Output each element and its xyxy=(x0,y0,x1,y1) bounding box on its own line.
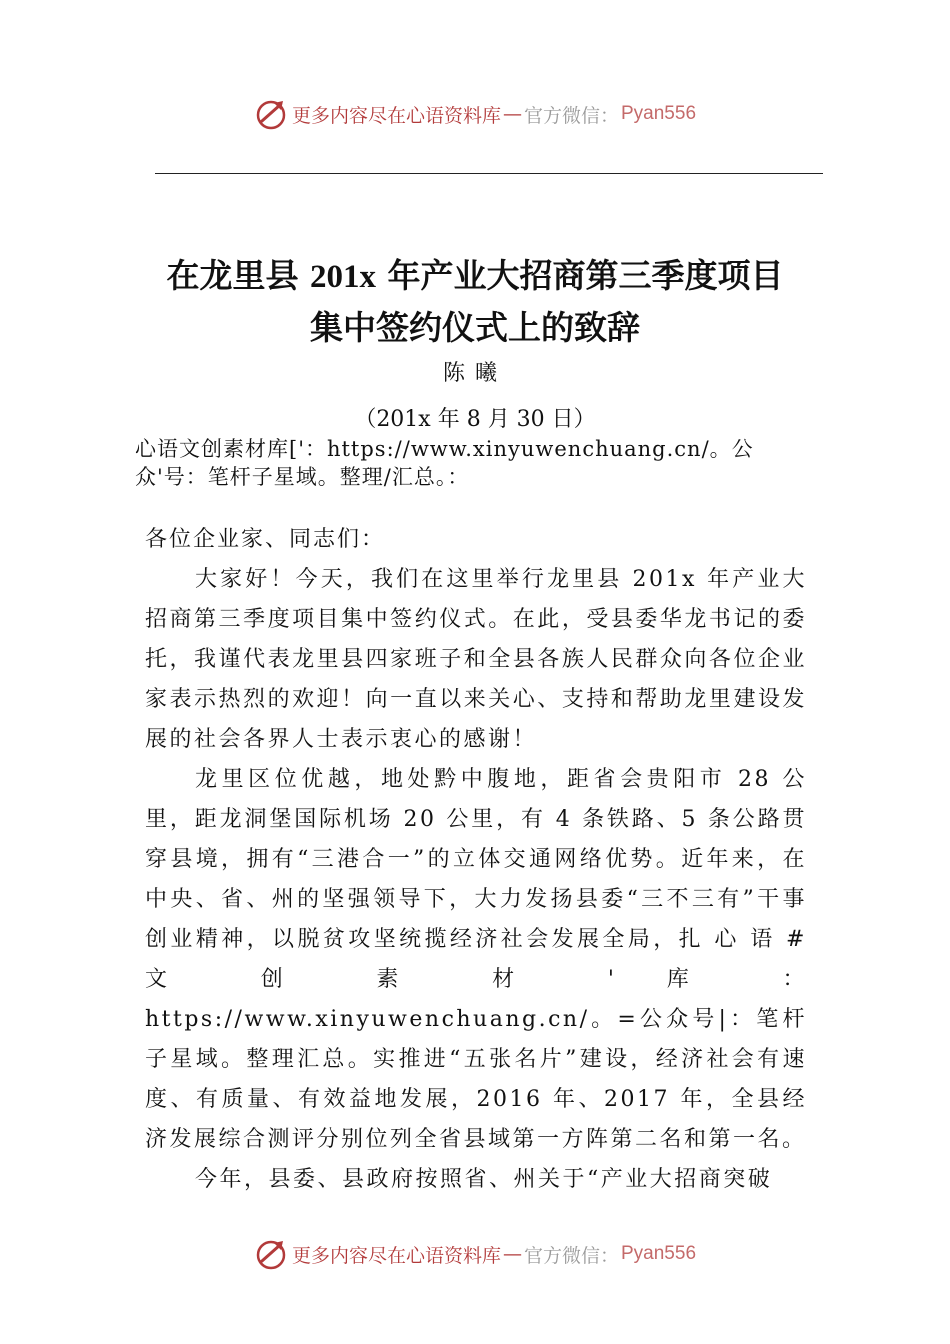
source-note: 心语文创素材库['：https://www.xinyuwenchuang.cn/。公众'号：笔杆子星域。整理/汇总。： xyxy=(135,437,754,489)
title-year: 201x xyxy=(310,259,376,295)
author: 陈曦 xyxy=(442,361,507,386)
greeting: 各位企业家、同志们： xyxy=(145,527,386,552)
title-part-b: 年产业大招商第三季度项目 xyxy=(387,256,784,295)
pen-logo-icon xyxy=(254,97,288,131)
paragraph-2-text: 龙里区位优越，地处黔中腹地，距省会贵阳市 28 公里，距龙洞堡国际机场 20 公里，有 4 条铁路、5 条公路贯穿县境，拥有“三港合一”的立体交通网络优势。近年来，在中央、省、州的坚强领导下，大力发扬县委“三不三有”干事创业精神，以脱贫攻坚统揽经济社会发展全局，扎 心 语 # 文 创 素 材 ' 库 ： https://www.xinyuwenchuang.cn/。=公众号|：笔杆子星域。整理汇总。实推进“五张名片”建设，经济社会有速度、有质量、有效益地发展，2016 年、2017 年，全县经济发展综合测评分别位列全省县域第一方阵第二名和第一名。 xyxy=(145,767,807,1152)
title-part-a: 在龙里县 xyxy=(166,256,299,295)
header-divider xyxy=(155,173,823,174)
banner-main-text: 更多内容尽在心语资料库 xyxy=(291,1244,501,1267)
banner-wechat-label: 官方微信： xyxy=(523,1244,619,1267)
banner-wechat-label: 官方微信： xyxy=(523,104,619,127)
doc-title-line2: 集中签约仪式上的致辞 xyxy=(310,308,640,347)
header-banner xyxy=(0,94,950,134)
banner-wechat-id: Pyan556 xyxy=(621,103,697,124)
paragraph-2 xyxy=(145,760,807,1160)
paragraph-1-text: 大家好！今天，我们在这里举行龙里县 201x 年产业大招商第三季度项目集中签约仪式。在此，受县委华龙书记的委托，我谨代表龙里县四家班子和全县各族人民群众向各位企业家表示热烈的欢迎！向一直以来关心、支持和帮助龙里建设发展的社会各界人士表示衷心的感谢！ xyxy=(145,567,807,752)
banner-wechat-id: Pyan556 xyxy=(621,1243,697,1264)
doc-title-line1 xyxy=(0,250,950,297)
banner-separator: — xyxy=(502,1243,522,1265)
banner-main-text: 更多内容尽在心语资料库 xyxy=(291,104,501,127)
paragraph-3-text: 今年，县委、县政府按照省、州关于“产业大招商突破 xyxy=(195,1167,773,1192)
pen-logo-icon xyxy=(254,1237,288,1271)
date-line: （201x 年 8 月 30 日） xyxy=(354,407,596,432)
banner-separator: — xyxy=(502,103,522,125)
paragraph-1 xyxy=(145,560,807,760)
footer-banner xyxy=(0,1234,950,1274)
paragraph-3 xyxy=(145,1160,807,1200)
